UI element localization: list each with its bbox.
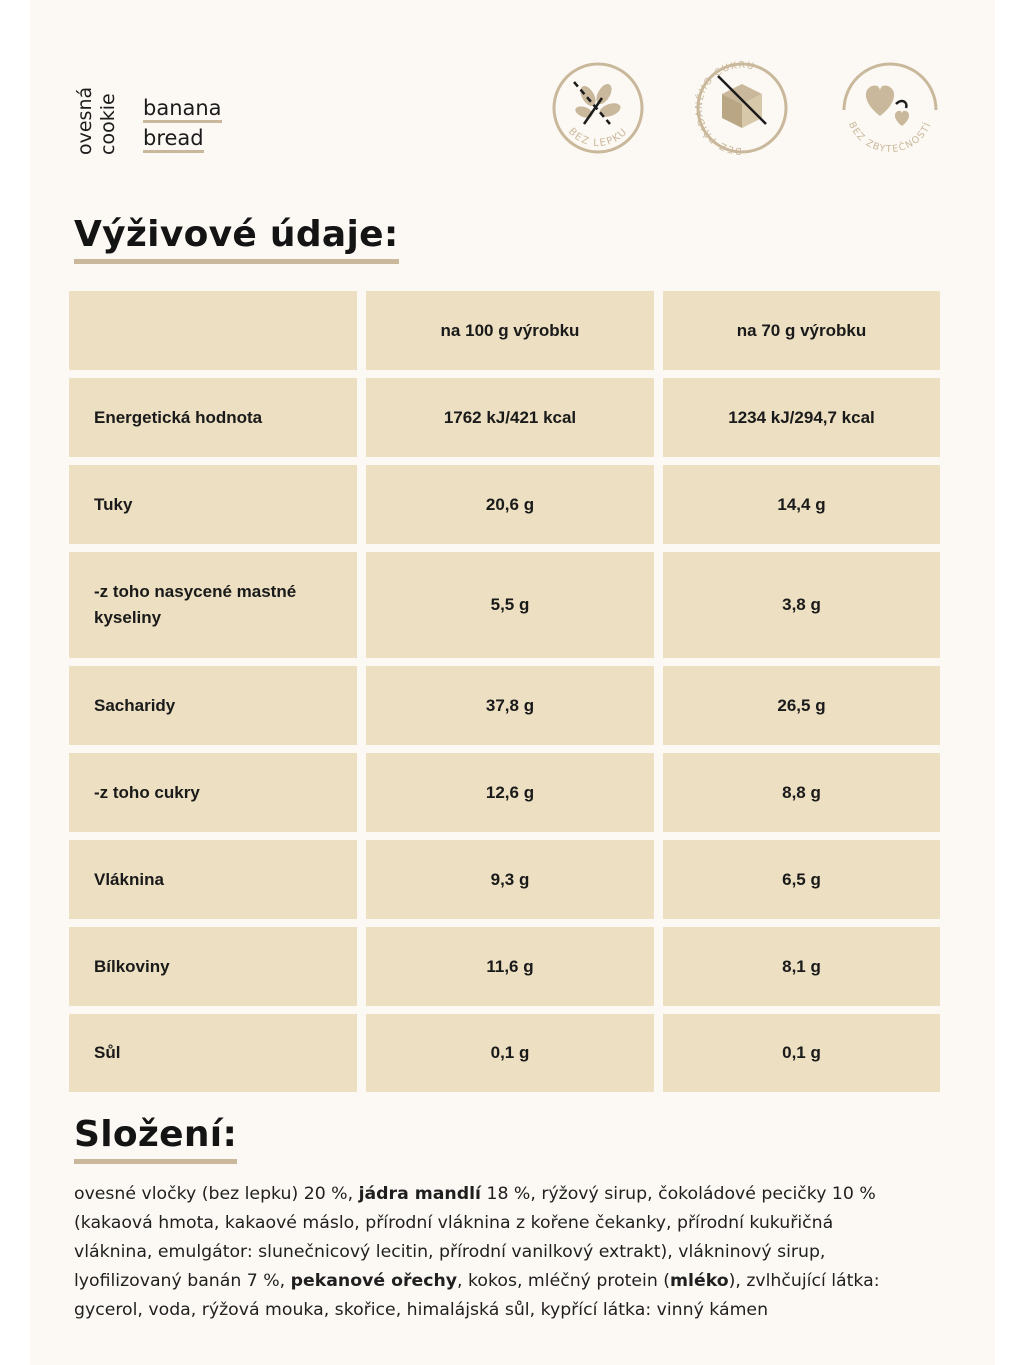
table-row <box>69 666 940 745</box>
row-per100: 20,6 g <box>366 465 654 544</box>
row-per100: 11,6 g <box>366 927 654 1006</box>
row-label: Energetická hodnota <box>69 378 357 457</box>
brand-line-2: cookie <box>97 93 119 155</box>
header-per70: na 70 g výrobku <box>663 291 940 370</box>
nutrition-title: Výživové údaje: <box>74 214 399 264</box>
row-per70: 0,1 g <box>663 1014 940 1092</box>
row-per100: 1762 kJ/421 kcal <box>366 378 654 457</box>
badge-label-no-unnecessary: BEZ ZBYTEČNOSTÍ <box>845 120 934 156</box>
row-per100: 9,3 g <box>366 840 654 919</box>
row-label: Bílkoviny <box>69 927 357 1006</box>
sugar-cube-crossed-icon <box>692 58 792 158</box>
row-per70: 8,8 g <box>663 753 940 832</box>
composition-text <box>74 1180 914 1325</box>
svg-text:BEZ ZBYTEČNOSTÍ <box>846 120 934 155</box>
row-label: Sacharidy <box>69 666 357 745</box>
row-label: -z toho cukry <box>69 753 357 832</box>
header-label-cell <box>69 291 357 370</box>
row-per100: 5,5 g <box>366 552 654 658</box>
row-label: Vláknina <box>69 840 357 919</box>
allergen-milk: mléko <box>670 1271 729 1291</box>
row-per100: 12,6 g <box>366 753 654 832</box>
composition-part: ), zvlhčující látka: gycerol, voda, rýžová mouka, skořice, himalájská sůl, kypřící látka: vinný kámen <box>74 1271 880 1320</box>
badge-label-no-added-sugar: BEZ PŘIDANÉHO CUKRU <box>693 59 756 157</box>
row-per70: 14,4 g <box>663 465 940 544</box>
composition-part: , kokos, mléčný protein ( <box>457 1271 671 1291</box>
row-label: Tuky <box>69 465 357 544</box>
allergen-almonds: jádra mandlí <box>358 1184 481 1204</box>
badge-gluten-free <box>548 58 648 158</box>
table-row <box>69 927 940 1006</box>
brand-line-1: ovesná <box>74 86 96 155</box>
badge-no-added-sugar <box>692 58 792 158</box>
brand-flavor <box>143 96 222 156</box>
nutrition-table <box>69 291 940 1100</box>
row-label: -z toho nasycené mastné kyseliny <box>69 552 357 658</box>
header-per100: na 100 g výrobku <box>366 291 654 370</box>
flavor-line-1: banana <box>143 96 222 123</box>
badge-no-unnecessary <box>840 58 940 158</box>
row-per70: 3,8 g <box>663 552 940 658</box>
row-per70: 26,5 g <box>663 666 940 745</box>
wheat-crossed-icon <box>548 58 648 158</box>
table-row <box>69 378 940 457</box>
row-per70: 6,5 g <box>663 840 940 919</box>
row-label: Sůl <box>69 1014 357 1092</box>
table-header-row <box>69 291 940 370</box>
brand-product-name <box>74 87 120 155</box>
table-row <box>69 1014 940 1092</box>
table-row <box>69 552 940 658</box>
composition-title: Složení: <box>74 1114 237 1164</box>
flavor-line-2: bread <box>143 126 204 153</box>
row-per70: 1234 kJ/294,7 kcal <box>663 378 940 457</box>
composition-part: 18 %, rýžový sirup, čokoládové pecičky 10 % (kakaová hmota, kakaové máslo, přírodní vláknina z kořene čekanky, přírodní kukuřičná vláknina, emulgátor: slunečnicový lecitin, přírodní vanilkový extrakt), vlákninový sirup, lyofilizovaný banán 7 %, <box>74 1184 876 1291</box>
table-row <box>69 753 940 832</box>
composition-part: ovesné vločky (bez lepku) 20 %, <box>74 1184 359 1204</box>
table-row <box>69 465 940 544</box>
row-per70: 8,1 g <box>663 927 940 1006</box>
row-per100: 37,8 g <box>366 666 654 745</box>
badge-label-gluten-free: BEZ LEPKU <box>565 126 631 150</box>
table-row <box>69 840 940 919</box>
hearts-icon <box>840 58 940 158</box>
row-per100: 0,1 g <box>366 1014 654 1092</box>
allergen-pecans: pekanové ořechy <box>290 1271 458 1291</box>
